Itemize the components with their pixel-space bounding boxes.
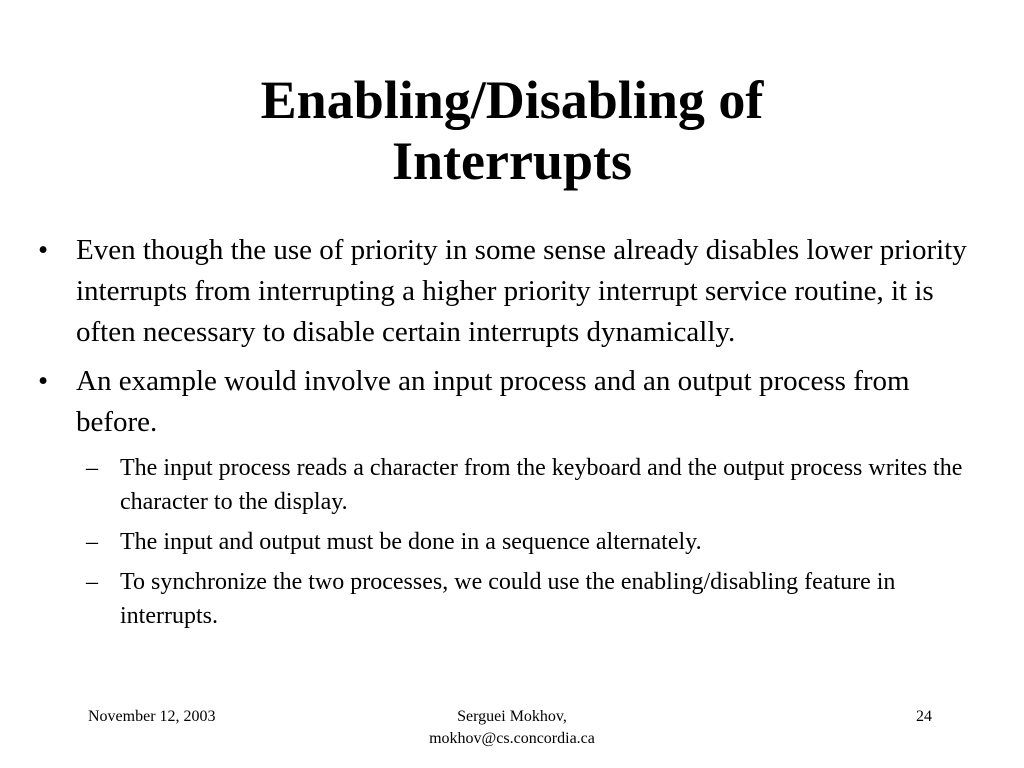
sub-bullet-item [38, 525, 998, 559]
sub-bullet-item [38, 565, 998, 633]
footer-author-email: mokhov@cs.concordia.ca [429, 730, 595, 747]
slide-title [0, 70, 1024, 192]
sub-bullet-marker: – [86, 529, 98, 555]
sub-bullet-text: The input process reads a character from the keyboard and the output process writes the character to the display. [120, 455, 963, 515]
page-number: 24 [916, 708, 932, 725]
sub-bullet-text: The input and output must be done in a sequence alternately. [120, 529, 702, 555]
sub-bullet-item [38, 451, 998, 519]
slide-title-line-2: Interrupts [392, 131, 632, 191]
slide-title-line-1: Enabling/Disabling of [260, 70, 764, 130]
bullet-text: Even though the use of priority in some sense already disables lower priority interrupts from interrupting a higher priority interrupt service routine, it is often necessary to disable certain interrupts dynamically. [76, 234, 967, 348]
sub-bullet-text: To synchronize the two processes, we could use the enabling/disabling feature in interrupts. [120, 569, 896, 629]
bullet-item [38, 361, 998, 443]
footer-author [362, 706, 662, 750]
bullet-text: An example would involve an input process and an output process from before. [76, 365, 910, 438]
bullet-item [38, 230, 998, 353]
footer-author-name: Serguei Mokhov, [457, 708, 567, 725]
sub-bullet-marker: – [86, 455, 98, 481]
sub-bullet-list [38, 451, 998, 633]
slide-body [38, 230, 998, 639]
footer-date: November 12, 2003 [88, 708, 216, 725]
sub-bullet-marker: – [86, 569, 98, 595]
bullet-marker: • [38, 365, 49, 397]
bullet-marker: • [38, 234, 49, 266]
